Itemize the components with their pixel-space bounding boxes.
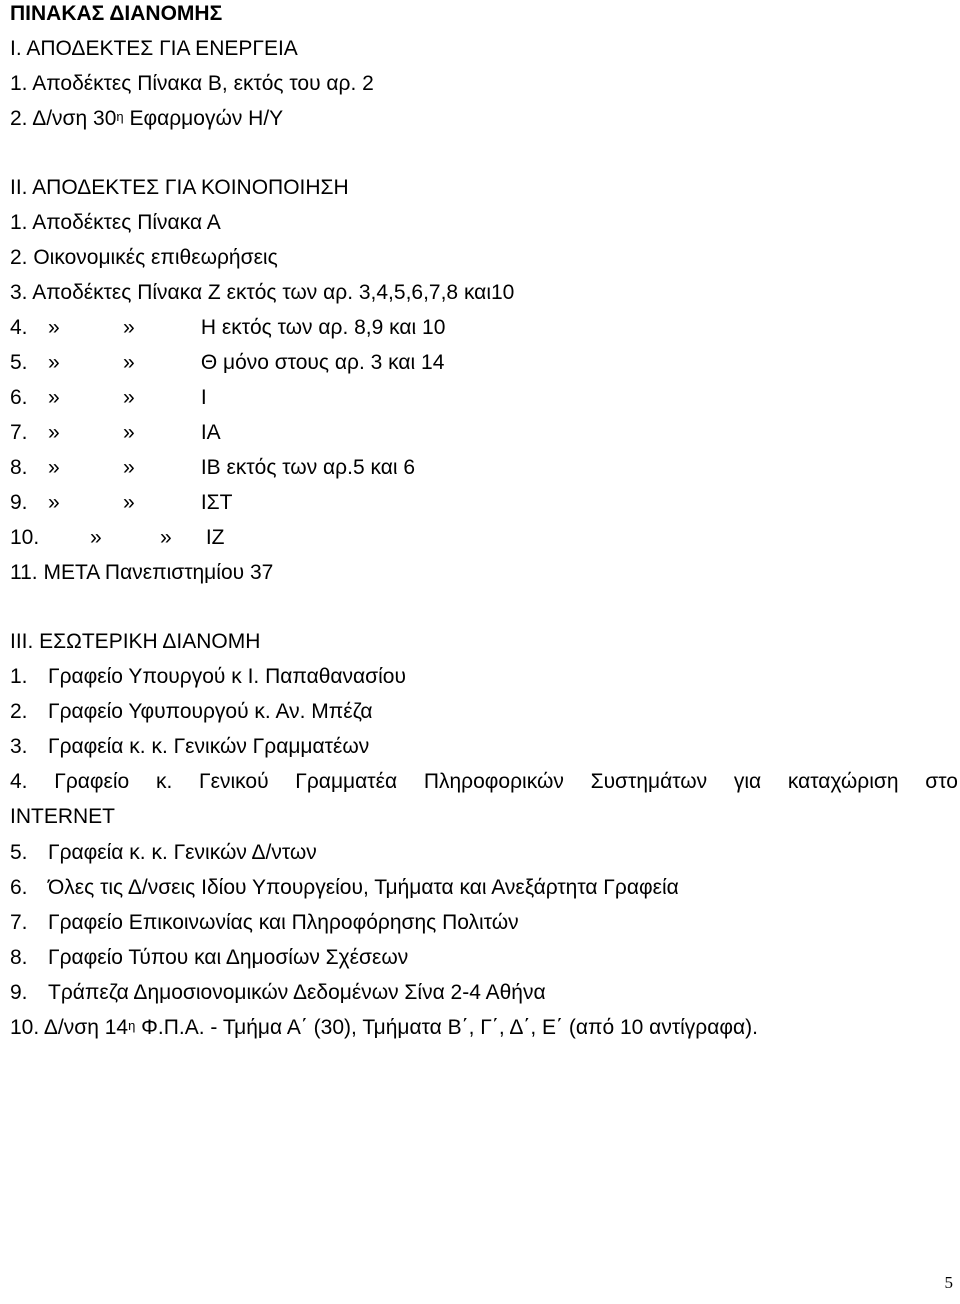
section-3-item-7: 7. Γραφείο Επικοινωνίας και Πληροφόρησης Πολιτών — [10, 911, 519, 934]
section-2-item-8: 8. » » ΙΒ εκτός των αρ.5 και 6 — [10, 456, 416, 479]
section-3-item-4: 4. Γραφείο κ. Γενικού Γραμματέα Πληροφορικών Συστημάτων για καταχώριση στο — [10, 770, 958, 793]
section-3-item-4-continuation: INTERNET — [10, 805, 115, 828]
section-1-item-1: 1. Αποδέκτες Πίνακα Β, εκτός του αρ. 2 — [10, 72, 374, 95]
superscript: η — [116, 109, 124, 124]
section-2-heading: ΙΙ. ΑΠΟΔΕΚΤΕΣ ΓΙΑ ΚΟΙΝΟΠΟΙΗΣΗ — [10, 176, 349, 199]
section-2-item-3: 3. Αποδέκτες Πίνακα Ζ εκτός των αρ. 3,4,5,6,7,8 και10 — [10, 281, 515, 304]
section-2-item-5: 5. » » Θ μόνο στους αρ. 3 και 14 — [10, 351, 445, 374]
section-2-item-6: 6. » » Ι — [10, 386, 207, 409]
section-2-item-4: 4. » » Η εκτός των αρ. 8,9 και 10 — [10, 316, 446, 339]
section-2-item-1: 1. Αποδέκτες Πίνακα Α — [10, 211, 221, 234]
section-2-item-10: 10. » » ΙΖ — [10, 526, 225, 549]
section-3-item-1: 1. Γραφείο Υπουργού κ Ι. Παπαθανασίου — [10, 665, 406, 688]
section-2-item-9: 9. » » ΙΣΤ — [10, 491, 233, 514]
section-2-item-7: 7. » » ΙΑ — [10, 421, 221, 444]
section-3-item-9: 9. Τράπεζα Δημοσιονομικών Δεδομένων Σίνα 2-4 Αθήνα — [10, 981, 546, 1004]
section-2-item-2: 2. Οικονομικές επιθεωρήσεις — [10, 246, 278, 269]
document-title: ΠΙΝΑΚΑΣ ΔΙΑΝΟΜΗΣ — [10, 2, 223, 25]
page-number: 5 — [944, 1273, 953, 1292]
section-3-item-5: 5. Γραφεία κ. κ. Γενικών Δ/ντων — [10, 841, 317, 864]
section-1-heading: Ι. ΑΠΟΔΕΚΤΕΣ ΓΙΑ ΕΝΕΡΓΕΙΑ — [10, 37, 298, 60]
section-3-item-3: 3. Γραφεία κ. κ. Γενικών Γραμματέων — [10, 735, 370, 758]
section-3-item-6: 6. Όλες τις Δ/νσεις Ιδίου Υπουργείου, Τμήματα και Ανεξάρτητα Γραφεία — [10, 876, 679, 899]
section-3-heading: ΙΙΙ. ΕΣΩΤΕΡΙΚΗ ΔΙΑΝΟΜΗ — [10, 630, 261, 653]
section-2-item-11: 11. ΜΕΤΑ Πανεπιστημίου 37 — [10, 561, 274, 584]
section-1-item-2: 2. Δ/νση $30^\eta$ Εφαρμογών Η/Υ — [10, 107, 284, 130]
section-3-item-10: 10. Δ/νση $14^\eta$ Φ.Π.Α. - Τμήμα Α΄ (30), Τμήματα Β΄, Γ΄, Δ΄, Ε΄ (από 10 αντίγραφα). — [10, 1016, 758, 1039]
section-3-item-8: 8. Γραφείο Τύπου και Δημοσίων Σχέσεων — [10, 946, 409, 969]
section-3-item-2: 2. Γραφείο Υφυπουργού κ. Αν. Μπέζα — [10, 700, 373, 723]
superscript: η — [128, 1018, 136, 1033]
